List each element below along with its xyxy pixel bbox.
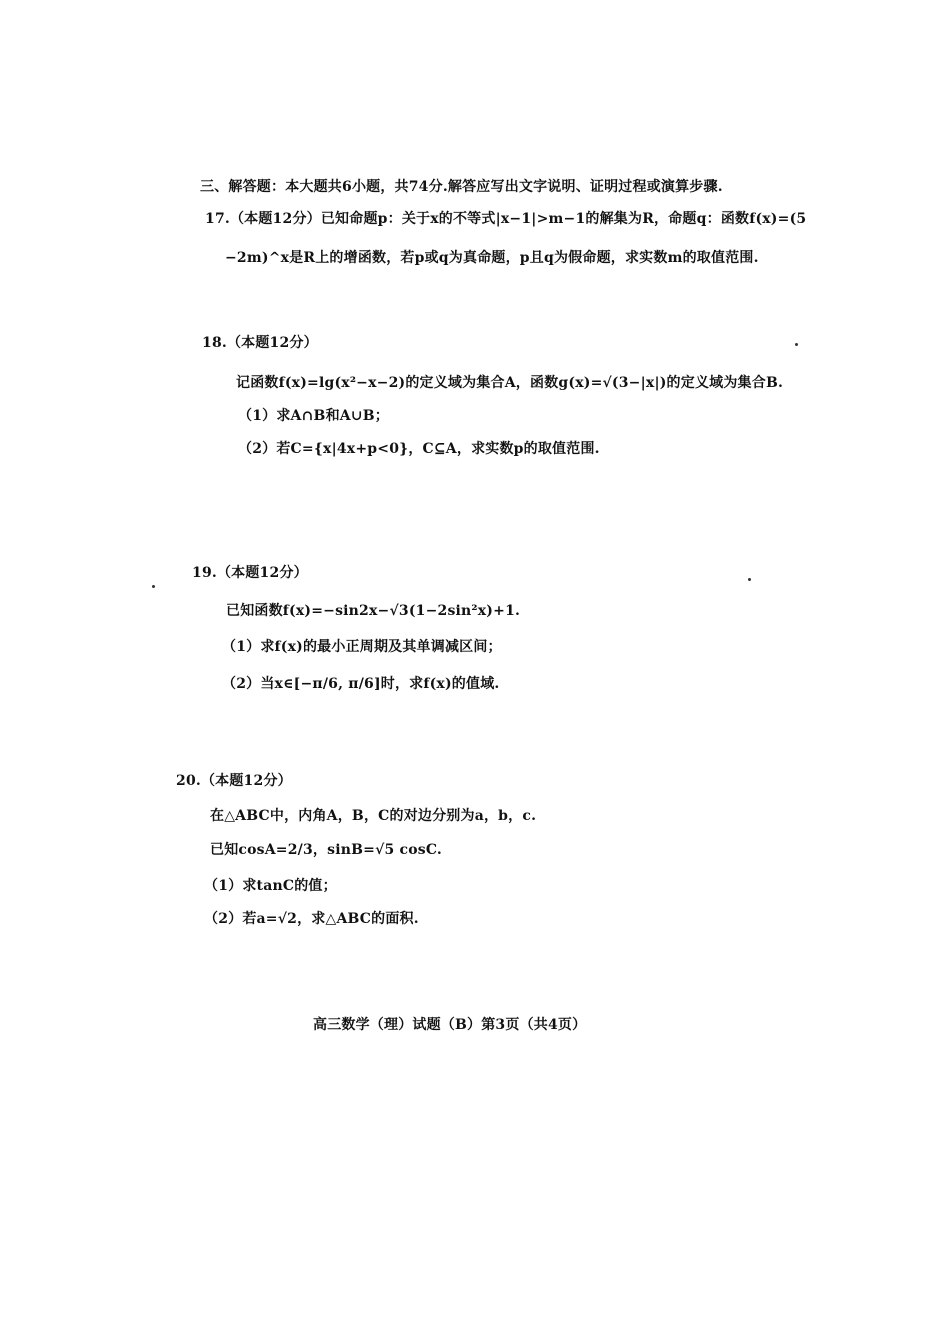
- q19-part2: （2）当x∈[−π/6, π/6]时，求f(x)的值域.: [222, 676, 500, 692]
- q18-stem: 记函数f(x)=lg(x²−x−2)的定义域为集合A，函数g(x)=√(3−|x|)的定义域为集合B.: [236, 375, 784, 391]
- q20-given: 已知cosA=2/3，sinB=√5 cosC.: [210, 842, 443, 858]
- q18-header: 18.（本题12分）: [202, 335, 318, 351]
- scan-speck: [795, 343, 798, 346]
- q18-part1: （1）求A∩B和A∪B；: [238, 408, 389, 424]
- q19-part1: （1）求f(x)的最小正周期及其单调减区间；: [222, 639, 502, 655]
- scan-speck: [152, 585, 155, 588]
- q20-header: 20.（本题12分）: [176, 773, 292, 789]
- page-footer: 高三数学（理）试题（B）第3页（共4页）: [313, 1017, 587, 1033]
- q19-stem: 已知函数f(x)=−sin2x−√3(1−2sin²x)+1.: [226, 603, 521, 619]
- q17-line2: −2m)^x是R上的增函数，若p或q为真命题，p且q为假命题，求实数m的取值范围.: [225, 250, 759, 266]
- q19-header: 19.（本题12分）: [192, 565, 308, 581]
- q20-part1: （1）求tanC的值；: [204, 878, 337, 894]
- q20-part2: （2）若a=√2，求△ABC的面积.: [204, 911, 419, 927]
- q18-part2: （2）若C={x|4x+p<0}，C⊆A，求实数p的取值范围.: [238, 441, 600, 457]
- scan-speck: [748, 578, 751, 581]
- q20-stem: 在△ABC中，内角A，B，C的对边分别为a，b，c.: [210, 808, 537, 824]
- q17-line1: 17.（本题12分）已知命题p：关于x的不等式|x−1|>m−1的解集为R，命题q：函数f(x)=(5: [205, 211, 807, 227]
- section-heading: 三、解答题：本大题共6小题，共74分.解答应写出文字说明、证明过程或演算步骤.: [200, 179, 723, 195]
